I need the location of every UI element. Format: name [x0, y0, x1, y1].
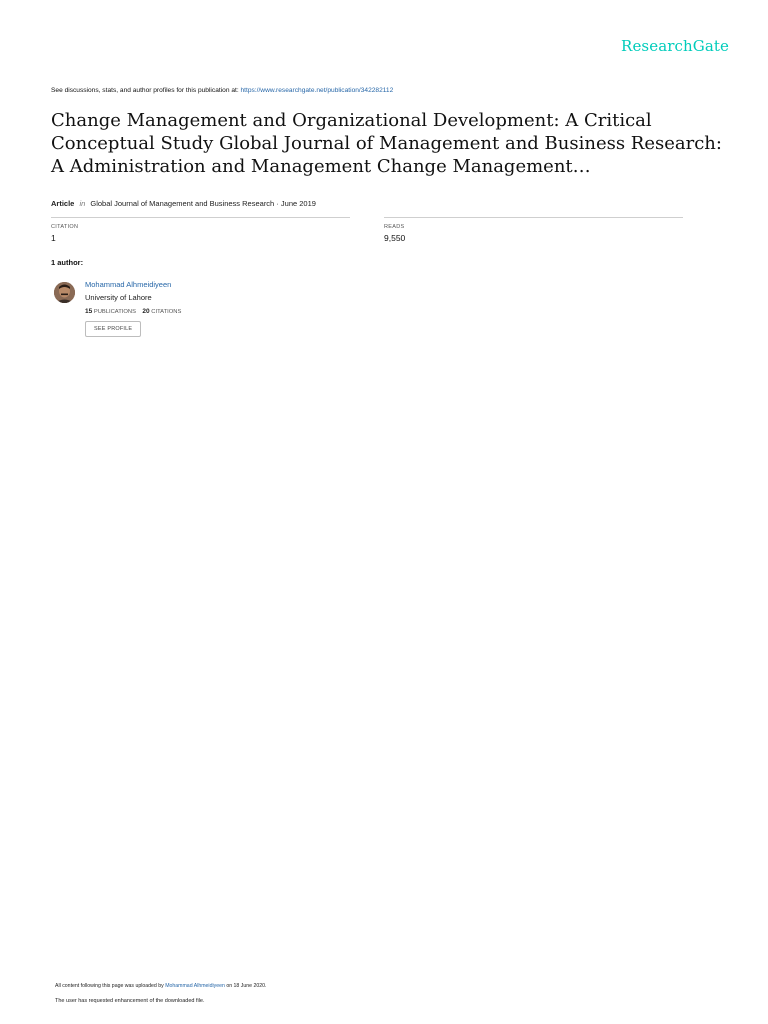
author-institution: University of Lahore [85, 293, 152, 302]
author-avatar[interactable] [54, 282, 75, 303]
citation-stat [51, 217, 350, 243]
authors-heading: 1 author: [51, 258, 84, 267]
author-stats [85, 308, 181, 315]
author-publications-count: 15 [85, 308, 93, 315]
author-name-link[interactable]: Mohammad Alhmeidiyeen [85, 280, 172, 289]
author-citations-label: CITATIONS [151, 309, 182, 315]
publication-title: Change Management and Organizational Development: A Critical Conceptual Study Global Journal of Management and Business Research: A Administration and Management Change Management… [51, 110, 722, 177]
publication-venue-date: Global Journal of Management and Business Research · June 2019 [90, 199, 316, 208]
upload-note [55, 983, 266, 989]
researchgate-logo[interactable]: ResearchGate [621, 37, 729, 55]
uploader-link[interactable]: Mohammad Alhmeidiyeen [165, 983, 225, 989]
upload-suffix: on 18 June 2020. [226, 983, 267, 989]
publication-url-link[interactable]: https://www.researchgate.net/publication/342282112 [240, 87, 394, 94]
discussion-prefix: See discussions, stats, and author profiles for this publication at: [51, 87, 239, 94]
reads-label: READS [384, 224, 405, 230]
publication-meta [51, 199, 316, 208]
publication-in-label: in [79, 199, 86, 208]
discussion-line [51, 87, 393, 94]
author-citations-count: 20 [142, 308, 150, 315]
citation-value: 1 [51, 233, 56, 243]
upload-prefix: All content following this page was uploaded by [55, 983, 164, 989]
enhancement-note: The user has requested enhancement of the downloaded file. [55, 998, 205, 1004]
publication-type: Article [51, 199, 75, 208]
citation-label: CITATION [51, 224, 79, 230]
reads-stat [384, 217, 683, 243]
see-profile-button[interactable]: SEE PROFILE [85, 321, 141, 337]
author-publications-label: PUBLICATIONS [93, 309, 136, 315]
reads-value: 9,550 [384, 233, 406, 243]
author-card [85, 280, 181, 337]
